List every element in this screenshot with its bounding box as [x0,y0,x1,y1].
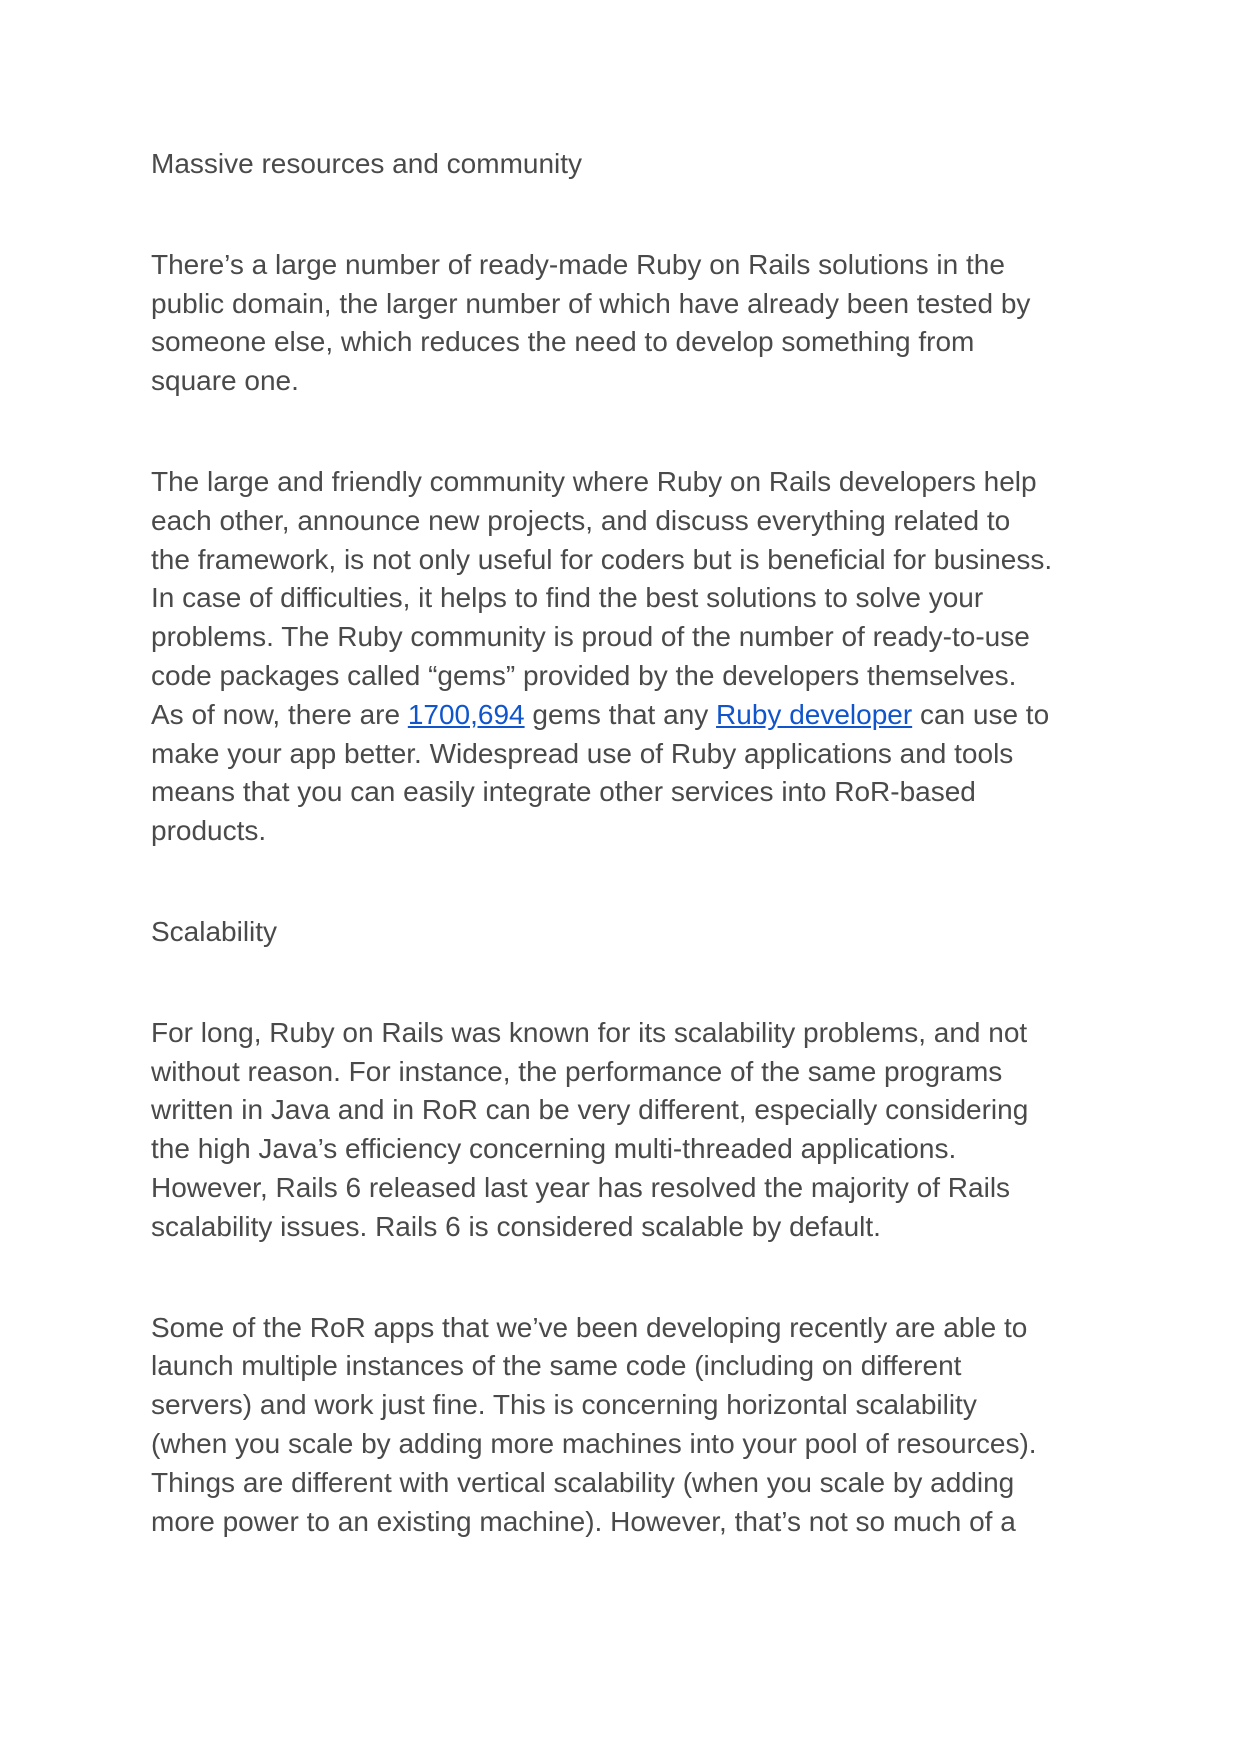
paragraph-spacer [151,401,1111,463]
paragraph-line: However, Rails 6 released last year has resolved the majority of Rails [151,1171,1011,1203]
section-heading-scalability [151,913,1111,952]
paragraph-line: products. [151,815,267,847]
heading-text: Scalability [151,915,278,947]
link-line-suffix: can use to [912,698,1050,730]
heading-text: Massive resources and community [151,148,583,179]
paragraph-line: (when you scale by adding more machines into your pool of resources). [151,1427,1037,1459]
paragraph-spacer [151,851,1111,913]
paragraph-line: someone else, which reduces the need to develop something from [151,326,975,358]
section-heading-resources [151,145,1111,184]
paragraph-line: make your app better. Widespread use of Ruby applications and tools [151,737,1014,769]
paragraph-line: For long, Ruby on Rails was known for its scalability problems, and not [151,1016,1028,1048]
paragraph-line: servers) and work just fine. This is concerning horizontal scalability [151,1389,977,1421]
paragraph-line: Some of the RoR apps that we’ve been developing recently are able to [151,1311,1028,1343]
paragraph-line: the high Java’s efficiency concerning multi-threaded applications. [151,1133,957,1165]
paragraph-line: without reason. For instance, the performance of the same programs [151,1055,1003,1087]
paragraph-line-with-links [151,696,1111,735]
paragraph-ready-made-solutions [151,246,1111,401]
paragraph-line: scalability issues. Rails 6 is considered scalable by default. [151,1210,881,1242]
paragraph-line: more power to an existing machine). However, that’s not so much of a [151,1505,1016,1537]
paragraph-scalability-problems [151,1014,1111,1247]
paragraph-community [151,463,1111,851]
paragraph-line: problems. The Ruby community is proud of the number of ready-to-use [151,621,1030,653]
paragraph-line: Things are different with vertical scalability (when you scale by adding [151,1466,1015,1498]
paragraph-line: code packages called “gems” provided by the developers themselves. [151,659,1017,691]
gems-count-link[interactable]: 1700,694 [407,698,525,730]
paragraph-line: public domain, the larger number of which have already been tested by [151,287,1031,319]
paragraph-line: square one. [151,365,299,397]
paragraph-line: launch multiple instances of the same code (including on different [151,1350,962,1382]
paragraph-line: There’s a large number of ready-made Ruby on Rails solutions in the [151,248,1005,280]
paragraph-line: The large and friendly community where Ruby on Rails developers help [151,465,1037,497]
paragraph-spacer [151,1247,1111,1309]
paragraph-horizontal-scalability [151,1309,1111,1542]
document-body [151,145,1111,1541]
link-line-prefix: As of now, there are [151,698,408,730]
paragraph-line: written in Java and in RoR can be very different, especially considering [151,1094,1029,1126]
paragraph-spacer [151,952,1111,1014]
paragraph-line: means that you can easily integrate other services into RoR-based [151,776,976,808]
paragraph-line: In case of difficulties, it helps to find the best solutions to solve your [151,582,984,614]
ruby-developer-link[interactable]: Ruby developer [716,698,913,730]
paragraph-spacer [151,184,1111,246]
link-line-middle: gems that any [524,698,717,730]
paragraph-line: the framework, is not only useful for coders but is beneficial for business. [151,543,1053,575]
paragraph-line: each other, announce new projects, and discuss everything related to [151,504,1011,536]
